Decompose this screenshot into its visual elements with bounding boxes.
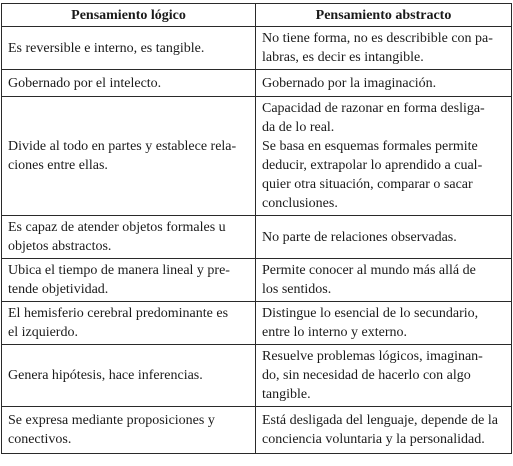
comparison-table (1, 3, 512, 454)
cell-pensamiento-logico (2, 27, 256, 70)
table-row (2, 70, 512, 97)
cell-pensamiento-logico (2, 345, 256, 407)
cell-pensamiento-abstracto (256, 97, 512, 216)
cell-text-line: Divide al todo en partes y establece rela- (8, 139, 237, 154)
cell-text-line: Genera hipótesis, hace inferencias. (8, 368, 203, 383)
cell-text-line: labras, es decir es intangible. (262, 50, 424, 65)
cell-text-line: Se expresa mediante proposiciones y (8, 413, 215, 428)
table-row (2, 97, 512, 216)
table-row (2, 302, 512, 345)
cell-text-line: da de lo real. (262, 120, 335, 135)
cell-text-line: ciones entre ellas. (8, 158, 108, 173)
cell-pensamiento-logico (2, 70, 256, 97)
cell-text-line: Ubica el tiempo de manera lineal y pre- (8, 263, 230, 278)
cell-text-line: deducir, extrapolar lo aprendido a cual- (262, 158, 483, 173)
cell-text-line: tangible. (262, 387, 311, 402)
cell-text-line: No parte de relaciones observadas. (262, 229, 457, 245)
header-pensamiento-logico: Pensamiento lógico (2, 4, 256, 27)
cell-text-line: Gobernado por el intelecto. (8, 75, 162, 91)
comparison-table-container (1, 3, 511, 454)
cell-text-line: los sentidos. (262, 282, 332, 297)
cell-pensamiento-abstracto (256, 345, 512, 407)
cell-text-line: No tiene forma, no es describible con pa- (262, 31, 493, 46)
cell-pensamiento-abstracto (256, 27, 512, 70)
table-row (2, 27, 512, 70)
table-row (2, 259, 512, 302)
cell-text-line: Distingue lo esencial de lo secundario, (262, 306, 479, 321)
cell-pensamiento-abstracto (256, 216, 512, 259)
cell-pensamiento-logico (2, 302, 256, 345)
cell-text-line: El hemisferio cerebral predominante es (8, 306, 229, 321)
cell-pensamiento-abstracto (256, 70, 512, 97)
cell-pensamiento-abstracto (256, 407, 512, 454)
cell-text-line: Es reversible e interno, es tangible. (8, 40, 205, 56)
cell-text-line: Gobernado por la imaginación. (262, 75, 437, 91)
cell-text-line: Resuelve problemas lógicos, imaginan- (262, 349, 483, 364)
cell-text-line: objetos abstractos. (8, 239, 112, 254)
cell-text-line: el izquierdo. (8, 325, 78, 340)
table-row (2, 216, 512, 259)
cell-text-line: conectivos. (8, 432, 72, 447)
table-body (2, 27, 512, 454)
cell-pensamiento-abstracto (256, 259, 512, 302)
cell-pensamiento-logico (2, 97, 256, 216)
cell-text-line: Se basa en esquemas formales permite (262, 139, 478, 154)
cell-text-line: tende objetividad. (8, 282, 109, 297)
cell-text-line: entre lo interno y externo. (262, 325, 408, 340)
cell-text-line: Está desligada del lenguaje, depende de la (262, 413, 498, 428)
cell-text-line: Permite conocer al mundo más allá de (262, 263, 476, 278)
cell-text-line: quier otra situación, comparar o sacar (262, 177, 473, 192)
cell-pensamiento-logico (2, 216, 256, 259)
table-header-row (2, 4, 512, 27)
cell-pensamiento-logico (2, 407, 256, 454)
table-row (2, 345, 512, 407)
table-row (2, 407, 512, 454)
cell-text-line: conclusiones. (262, 196, 338, 211)
cell-text-line: Es capaz de atender objetos formales u (8, 220, 226, 235)
cell-pensamiento-abstracto (256, 302, 512, 345)
cell-text-line: do, sin necesidad de hacerlo con algo (262, 368, 471, 383)
header-pensamiento-abstracto: Pensamiento abstracto (256, 4, 512, 27)
cell-pensamiento-logico (2, 259, 256, 302)
cell-text-line: conciencia voluntaria y la personalidad. (262, 432, 485, 447)
cell-text-line: Capacidad de razonar en forma desliga- (262, 101, 485, 116)
